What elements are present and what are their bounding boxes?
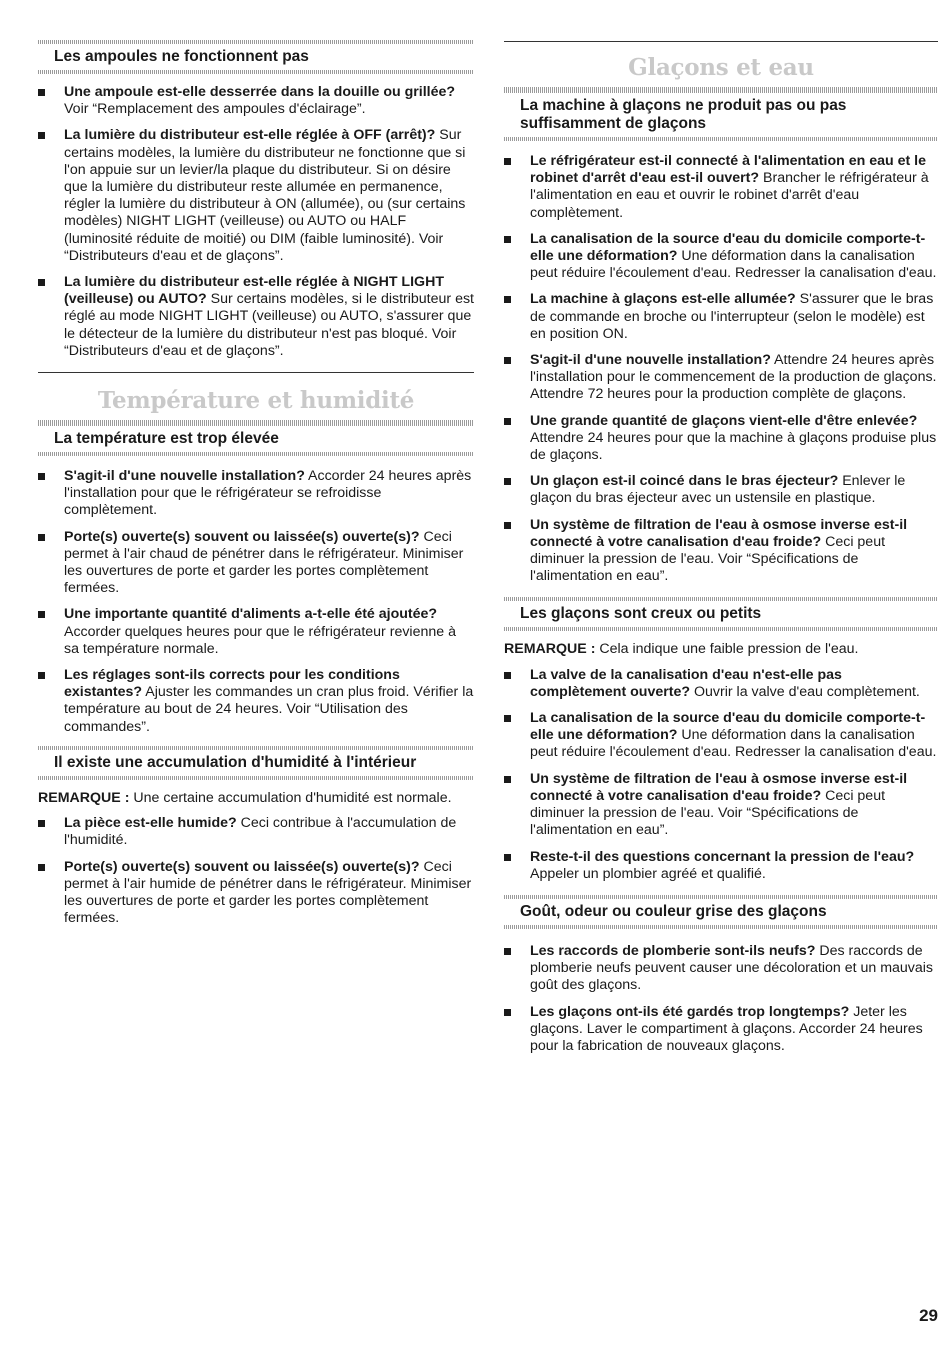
list-item: Un glaçon est-il coincé dans le bras éjecteur? Enlever le glaçon du bras éjecteur avec un ustensile en plastique. [504, 473, 938, 507]
square-bullet-icon [38, 820, 45, 827]
square-bullet-icon [38, 672, 45, 679]
left-column [38, 40, 474, 936]
square-bullet-icon [504, 672, 511, 679]
list-item: S'agit-il d'une nouvelle installation? Accorder 24 heures après l'installation pour que le réfrigérateur se refroidisse complètement. [38, 468, 474, 520]
right-column [504, 40, 938, 1064]
square-bullet-icon [504, 776, 511, 783]
list-item: Porte(s) ouverte(s) souvent ou laissée(s) ouverte(s)? Ceci permet à l'air chaud de pénétrer dans le réfrigérateur. Minimiser les ouvertures de porte et garder les portes complètement fermées. [38, 529, 474, 598]
list-item: S'agit-il d'une nouvelle installation? Attendre 24 heures après l'installation pour le commencement de la production de glaçons. Attendre 72 heures pour la production complète de glaçons. [504, 352, 938, 404]
list-item: Porte(s) ouverte(s) souvent ou laissée(s) ouverte(s)? Ceci permet à l'air humide de pénétrer dans le réfrigérateur. Minimiser les ouvertures de porte et garder les portes complètement fermées. [38, 859, 474, 928]
list-item: La pièce est-elle humide? Ceci contribue à l'accumulation de l'humidité. [38, 815, 474, 849]
square-bullet-icon [504, 948, 511, 955]
subsection-title: Les glaçons sont creux ou petits [520, 605, 762, 623]
temperature-list [38, 468, 474, 736]
page-number: 29 [919, 1306, 938, 1325]
subsection-title: Les ampoules ne fonctionnent pas [54, 48, 309, 65]
list-item: Une grande quantité de glaçons vient-elle d'être enlevée? Attendre 24 heures pour que la machine à glaçons produise plus de glaçons. [504, 413, 938, 465]
square-bullet-icon [38, 864, 45, 871]
section-title: Température et humidité [97, 387, 415, 415]
list-item: Les glaçons ont-ils été gardés trop longtemps? Jeter les glaçons. Laver le compartiment à glaçons. Accorder 24 heures pour la fabrication de nouveaux glaçons. [504, 1004, 938, 1056]
list-item: La lumière du distributeur est-elle réglée à NIGHT LIGHT (veilleuse) ou AUTO? Sur certains modèles, si le distributeur est réglé au mode NIGHT LIGHT (veilleuse) ou AUTO, s'assurer que le détecteur de la lumière du distributeur n'est pas bloqué. Voir “Distributeurs d'eau et de glaçons”. [38, 274, 474, 360]
square-bullet-icon [38, 132, 45, 139]
divider [38, 452, 474, 456]
square-bullet-icon [38, 611, 45, 618]
divider [38, 776, 474, 780]
divider [504, 925, 938, 929]
list-item: La valve de la canalisation d'eau n'est-elle pas complètement ouverte? Ouvrir la valve d'eau complètement. [504, 667, 938, 701]
hollow-ice-list [504, 667, 938, 883]
divider [504, 627, 938, 631]
square-bullet-icon [38, 279, 45, 286]
list-item: La canalisation de la source d'eau du domicile comporte-t-elle une déformation? Une déformation dans la canalisation peut réduire l'écoulement d'eau. Redresser la canalisation d'eau. [504, 231, 938, 283]
subsection-title: La température est trop élevée [54, 430, 279, 448]
list-item: La lumière du distributeur est-elle réglée à OFF (arrêt)? Sur certains modèles, la lumière du distributeur ne fonctionne que si l'on appuie sur un levier/la plaque du distributeur. Si on désire que la lumière du distributeur reste allumée en permanence, régler la lumière du distributeur à ON (allumée), ou (sur certains modèles) NIGHT LIGHT (veilleuse) ou AUTO ou HALF (luminosité réduite de moitié) ou DIM (faible luminosité). Voir “Distributeurs d'eau et de glaçons”. [38, 127, 474, 265]
square-bullet-icon [504, 158, 511, 165]
square-bullet-icon [504, 418, 511, 425]
square-bullet-icon [504, 854, 511, 861]
list-item: La machine à glaçons est-elle allumée? S'assurer que le bras de commande en broche ou l'interrupteur (selon le modèle) est en position ON. [504, 291, 938, 343]
list-item: La canalisation de la source d'eau du domicile comporte-t-elle une déformation? Une déformation dans la canalisation peut réduire l'écoulement d'eau. Redresser la canalisation d'eau. [504, 710, 938, 762]
bulbs-list [38, 84, 474, 360]
note: REMARQUE : Une certaine accumulation d'humidité est normale. [38, 789, 452, 806]
subsection-title: Il existe une accumulation d'humidité à l'intérieur [54, 753, 417, 771]
icemaker-list [504, 153, 938, 585]
list-item: Un système de filtration de l'eau à osmose inverse est-il connecté à votre canalisation d'eau froide? Ceci peut diminuer la pression de l'eau. Voir “Spécifications de l'alimentation en eau”. [504, 517, 938, 586]
humidity-list [38, 815, 474, 927]
square-bullet-icon [504, 478, 511, 485]
list-item: Une ampoule est-elle desserrée dans la douille ou grillée? Voir “Remplacement des ampoules d'éclairage”. [38, 84, 474, 118]
square-bullet-icon [504, 715, 511, 722]
list-item: Les réglages sont-ils corrects pour les conditions existantes? Ajuster les commandes un cran plus froid. Vérifier la température au bout de 24 heures. Voir “Utilisation des commandes”. [38, 667, 474, 736]
square-bullet-icon [504, 236, 511, 243]
square-bullet-icon [504, 296, 511, 303]
square-bullet-icon [38, 473, 45, 480]
list-item: Un système de filtration de l'eau à osmose inverse est-il connecté à votre canalisation d'eau froide? Ceci peut diminuer la pression de l'eau. Voir “Spécifications de l'alimentation en eau”. [504, 771, 938, 840]
square-bullet-icon [504, 1009, 511, 1016]
taste-list [504, 943, 938, 1055]
list-item: Les raccords de plomberie sont-ils neufs? Des raccords de plomberie neufs peuvent causer une décoloration et un mauvais goût des glaçons. [504, 943, 938, 995]
list-item: Reste-t-il des questions concernant la pression de l'eau? Appeler un plombier agréé et qualifié. [504, 849, 938, 883]
divider [504, 137, 938, 141]
square-bullet-icon [504, 357, 511, 364]
subsection-title: La machine à glaçons ne produit pas ou pas suffisamment de glaçons [520, 97, 847, 132]
subsection-title: Goût, odeur ou couleur grise des glaçons [520, 902, 827, 920]
divider [38, 70, 474, 74]
list-item: Une importante quantité d'aliments a-t-elle été ajoutée? Accorder quelques heures pour que le réfrigérateur revienne à sa température normale. [38, 606, 474, 658]
square-bullet-icon [38, 89, 45, 96]
list-item: Le réfrigérateur est-il connecté à l'alimentation en eau et le robinet d'arrêt d'eau est-il ouvert? Brancher le réfrigérateur à l'alimentation en eau et ouvrir le robinet d'arrêt d'eau complètement. [504, 153, 938, 222]
section-title: Glaçons et eau [628, 54, 814, 81]
note: REMARQUE : Cela indique une faible pression de l'eau. [504, 641, 859, 658]
square-bullet-icon [504, 522, 511, 529]
square-bullet-icon [38, 534, 45, 541]
